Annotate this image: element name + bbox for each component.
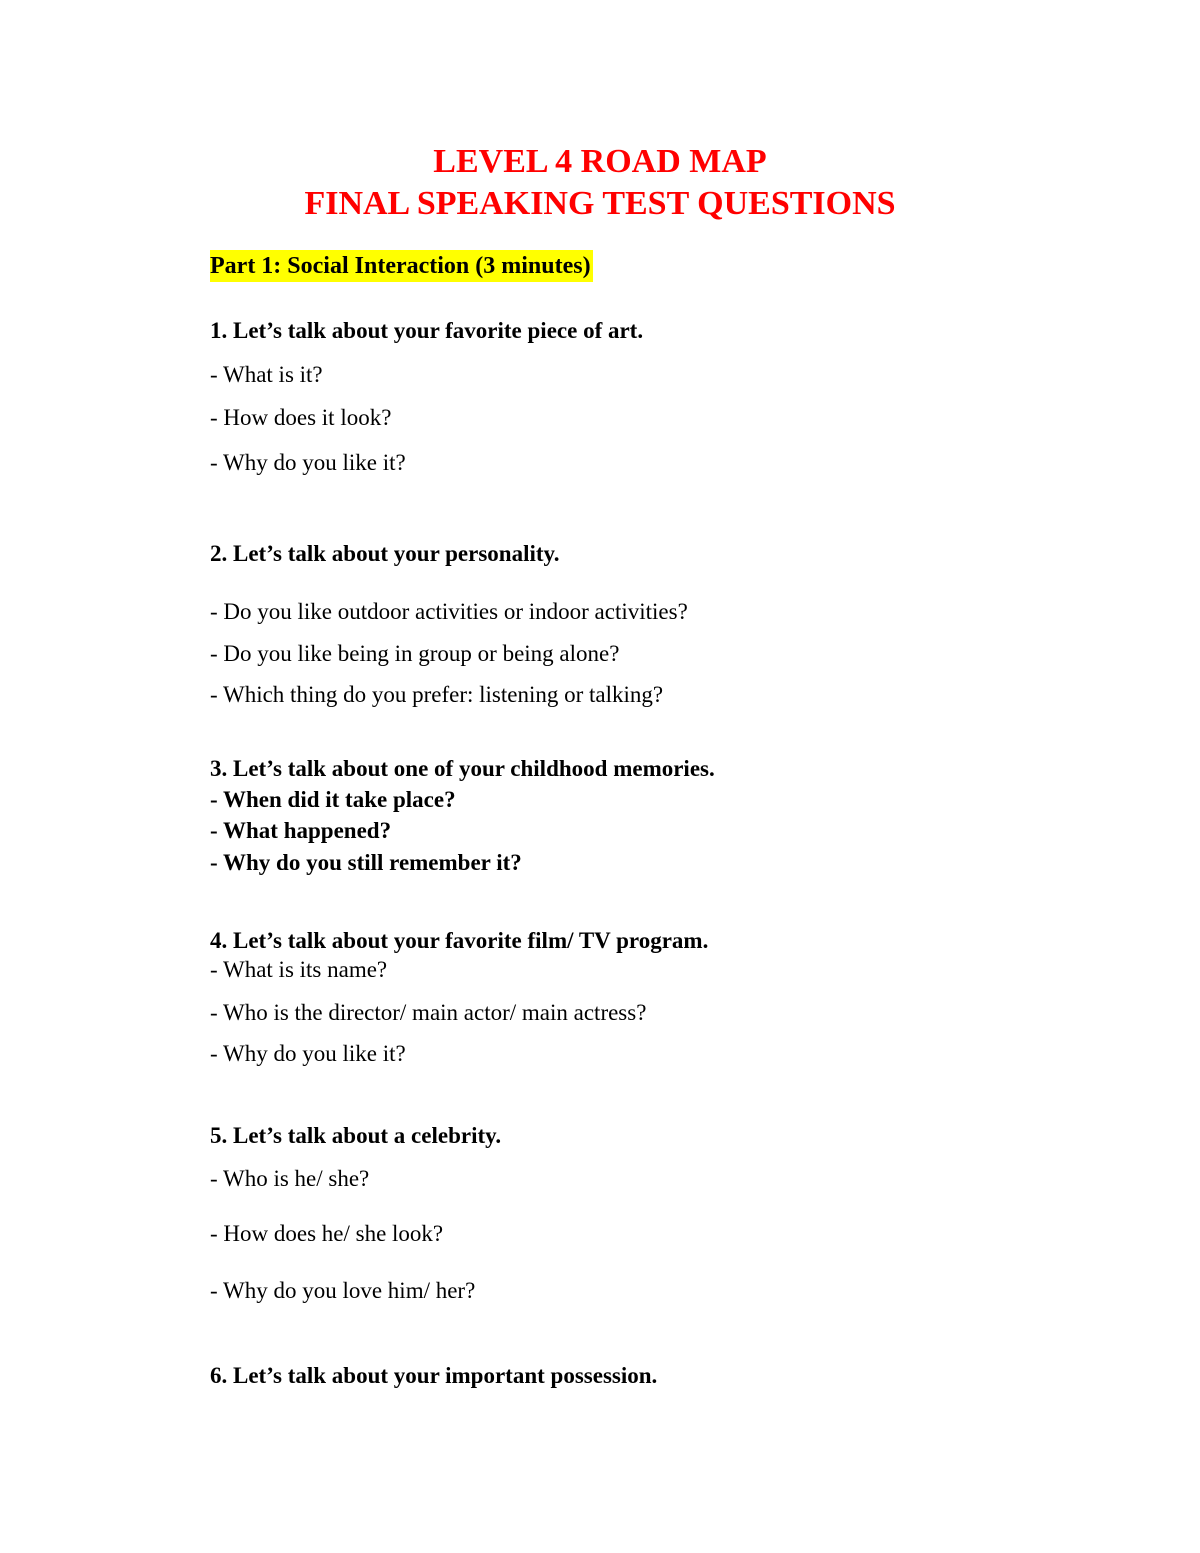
question-1-title: 1. Let’s talk about your favorite piece of art. xyxy=(210,318,644,343)
question-3-sub-2: - What happened? xyxy=(210,818,392,843)
document-title-line-2: FINAL SPEAKING TEST QUESTIONS xyxy=(304,185,896,222)
question-3-sub-3: - Why do you still remember it? xyxy=(210,850,522,875)
document-title-line-1: LEVEL 4 ROAD MAP xyxy=(433,143,767,180)
question-1-sub-1: - What is it? xyxy=(210,362,323,387)
question-4-sub-3: - Why do you like it? xyxy=(210,1041,406,1066)
question-4-title: 4. Let’s talk about your favorite film/ TV program. xyxy=(210,928,709,953)
question-5-title: 5. Let’s talk about a celebrity. xyxy=(210,1123,502,1148)
question-4-sub-1: - What is its name? xyxy=(210,957,388,982)
question-6-title: 6. Let’s talk about your important possession. xyxy=(210,1363,658,1388)
question-2-sub-1: - Do you like outdoor activities or indoor activities? xyxy=(210,599,688,624)
question-5-sub-1: - Who is he/ she? xyxy=(210,1166,370,1191)
question-2-sub-2: - Do you like being in group or being alone? xyxy=(210,641,620,666)
question-2-sub-3: - Which thing do you prefer: listening or talking? xyxy=(210,682,664,707)
question-5-sub-3: - Why do you love him/ her? xyxy=(210,1278,476,1303)
part-1-heading: Part 1: Social Interaction (3 minutes) xyxy=(210,250,593,282)
question-1-sub-2: - How does it look? xyxy=(210,405,392,430)
question-3-title: 3. Let’s talk about one of your childhood memories. xyxy=(210,756,715,781)
question-1-sub-3: - Why do you like it? xyxy=(210,450,406,475)
question-2-title: 2. Let’s talk about your personality. xyxy=(210,541,560,566)
question-3-sub-1: - When did it take place? xyxy=(210,787,456,812)
question-5-sub-2: - How does he/ she look? xyxy=(210,1221,444,1246)
question-4-sub-2: - Who is the director/ main actor/ main actress? xyxy=(210,1000,647,1025)
